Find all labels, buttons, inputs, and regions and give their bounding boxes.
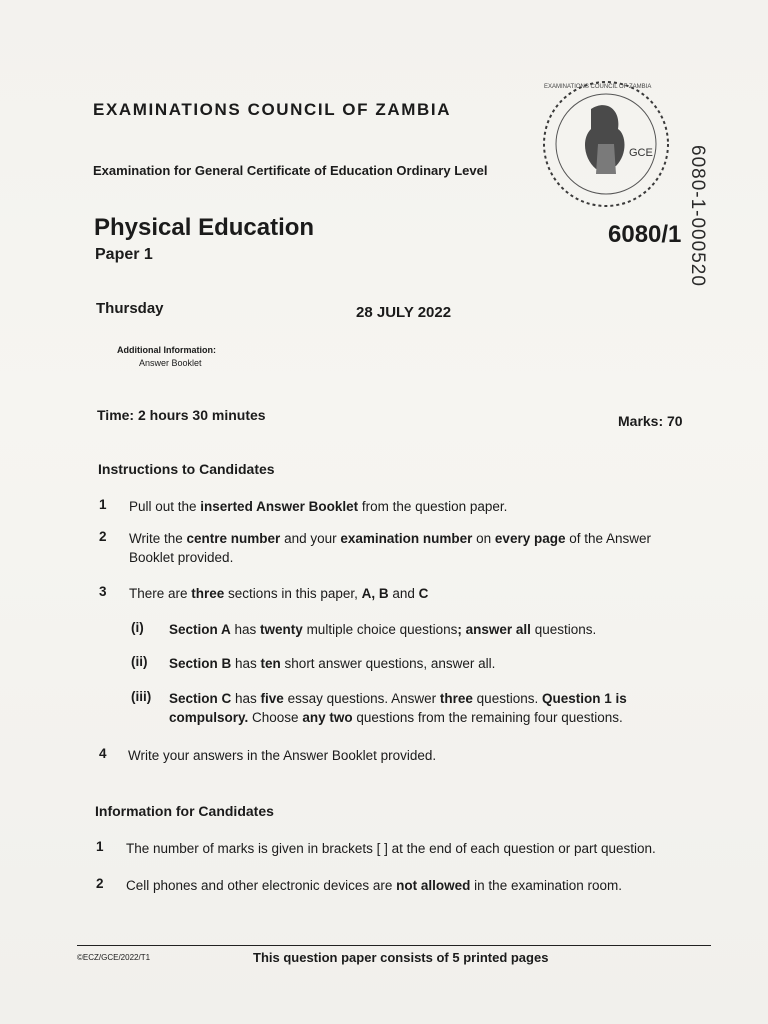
certificate-title: Examination for General Certificate of Education Ordinary Level	[93, 163, 488, 178]
sub-instruction-number: (ii)	[131, 654, 148, 669]
sub-instruction-item: Section C has five essay questions. Answer three questions. Question 1 is compulsory. Choose any two questions from the remaining four questions.	[169, 691, 627, 725]
total-marks: Marks: 70	[618, 413, 683, 429]
information-heading: Information for Candidates	[95, 803, 274, 819]
sub-instruction-number: (i)	[131, 620, 144, 635]
sub-instruction-number: (iii)	[131, 689, 152, 704]
exam-date: 28 JULY 2022	[356, 304, 452, 321]
sub-instruction-item: Section A has twenty multiple choice questions; answer all questions.	[169, 622, 597, 637]
instruction-number: 2	[99, 529, 107, 544]
information-item: The number of marks is given in brackets [ ] at the end of each question or part question.	[126, 841, 656, 856]
additional-info-value: Answer Booklet	[139, 358, 202, 368]
additional-info-label: Additional Information:	[117, 345, 216, 355]
information-number: 2	[96, 876, 104, 891]
serial-number: 6080-1-000520	[687, 145, 708, 287]
footer-divider	[77, 945, 711, 946]
information-item: Cell phones and other electronic devices are not allowed in the examination room.	[126, 878, 623, 893]
instruction-number: 3	[99, 584, 107, 599]
seal-mark: GCE	[629, 147, 653, 159]
time-allowed: Time: 2 hours 30 minutes	[97, 407, 266, 423]
page-count-note: This question paper consists of 5 printed pages	[253, 950, 549, 965]
copyright-code: ©ECZ/GCE/2022/T1	[77, 953, 151, 962]
seal-text: EXAMINATIONS COUNCIL OF ZAMBIA	[544, 84, 652, 90]
paper-number: Paper 1	[95, 246, 153, 263]
subject-title: Physical Education	[94, 214, 315, 241]
exam-day: Thursday	[96, 300, 164, 317]
council-name: EXAMINATIONS COUNCIL OF ZAMBIA	[93, 100, 452, 119]
instruction-item: There are three sections in this paper, A, B and C	[129, 586, 429, 601]
instruction-number: 1	[99, 497, 107, 512]
instruction-item: Pull out the inserted Answer Booklet from the question paper.	[129, 499, 508, 514]
information-number: 1	[96, 839, 104, 854]
instruction-number: 4	[99, 746, 107, 761]
instructions-heading: Instructions to Candidates	[98, 461, 275, 477]
sub-instruction-item: Section B has ten short answer questions, answer all.	[169, 656, 496, 671]
paper-code: 6080/1	[608, 221, 682, 248]
instruction-item: Write your answers in the Answer Booklet provided.	[128, 748, 437, 763]
council-seal-icon	[536, 74, 676, 214]
instruction-item: Write the centre number and your examination number on every page of the Answer Booklet provided.	[129, 531, 652, 565]
